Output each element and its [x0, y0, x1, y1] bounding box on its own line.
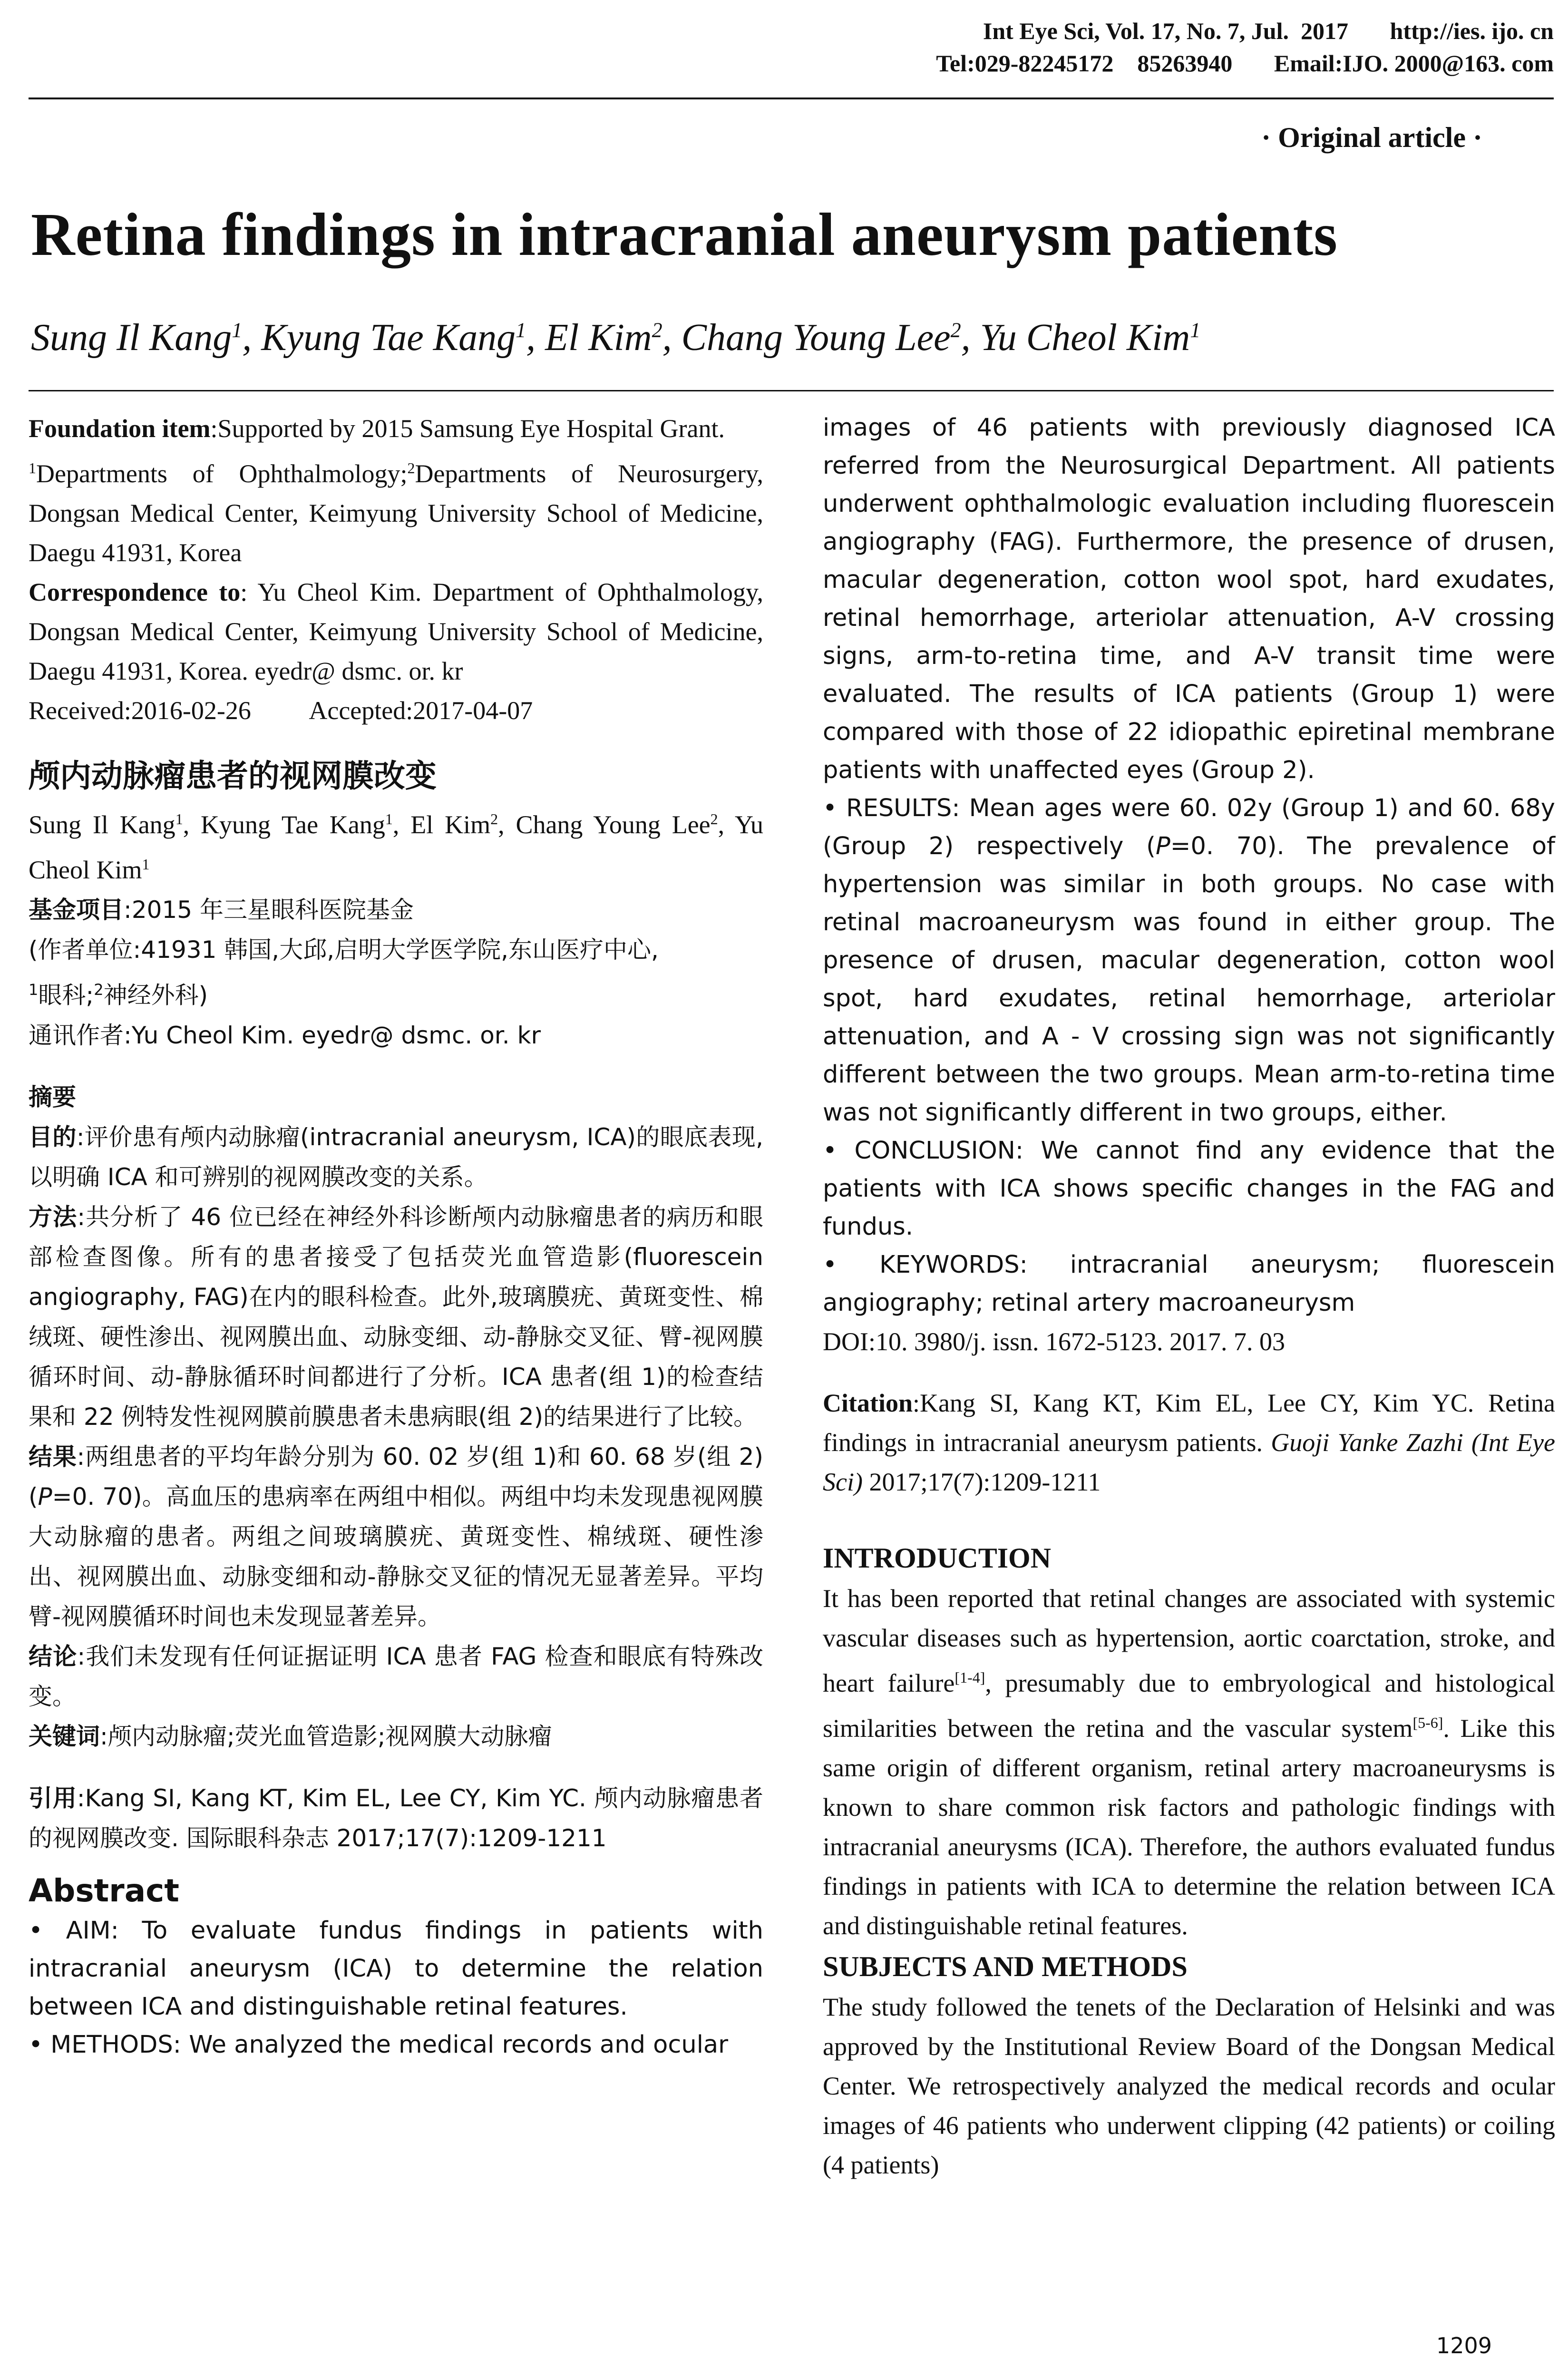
cn-author: , Yu Cheol Kim	[29, 810, 763, 884]
author-name: El Kim	[545, 317, 652, 359]
affiliation-mark: 2	[94, 981, 104, 999]
methods-body: The study followed the tenets of the Declaration of Helsinki and was approved by the Institutional Review Board of the Dongsan Medical Center. We retrospectively analyzed the medical records and ocular images of 46 patients who underwent clipping (42 patients) or coiling (4 patients)	[823, 1993, 1555, 2179]
cn-conclusion-text: :我们未发现有任何证据证明 ICA 患者 FAG 检查和眼底有特殊改变。	[29, 1642, 764, 1710]
author-list: Sung Il Kang$^1$, Kyung Tae Kang$^1$, El Kim$^2$, Chang Young Lee$^2$, Yu Cheol Kim$^1$	[31, 317, 1201, 359]
reference-mark: [1-4]	[954, 1669, 985, 1686]
author-name: Yu Cheol Kim	[980, 317, 1190, 359]
author-name: Sung Il Kang	[31, 317, 232, 359]
cn-citation-label: 引用	[29, 1784, 77, 1812]
affiliation-mark: 2	[407, 459, 415, 477]
affiliation-mark: 1	[142, 856, 150, 873]
foundation-label: Foundation item	[29, 414, 211, 443]
affiliation-mark: 2	[490, 810, 498, 828]
affiliation-mark: 1	[175, 810, 183, 828]
cn-results	[29, 1437, 763, 1637]
intro-text: . Like this same origin of different organism, retinal artery macroaneurysms is known to share common risk factors and pathologic findings with intracranial aneurysms (ICA). Therefore, the authors evaluated fundus findings in patients with ICA to determine the relation between ICA and distinguishable retinal features.	[823, 1714, 1555, 1940]
header-divider	[29, 97, 1554, 99]
affiliation-mark: 1	[29, 459, 36, 477]
author-affiliation-mark: 2	[652, 318, 662, 342]
left-column	[29, 409, 763, 2064]
cn-author: , Kyung Tae Kang	[183, 810, 385, 839]
cn-methods	[29, 1197, 763, 1437]
cn-unit	[29, 930, 763, 1015]
cn-citation	[29, 1778, 763, 1858]
citation-journal: Guoji Yanke Zazhi (Int Eye Sci)	[823, 1428, 1556, 1496]
results-text: =0. 70). The prevalence of hypertension was similar in both groups. No case with retinal macroaneurysm was found in either group. The presence of drusen, macular degeneration, cotton wool spot, hard exudates, retinal hemorrhage, arteriolar attenuation, and A - V crossing sign was not significantly different between the two groups. Mean arm-to-retina time was not significantly different in two groups, either.	[823, 832, 1555, 1127]
cn-unit-text: 神经外科)	[103, 981, 208, 1009]
doi: DOI:10. 3980/j. issn. 1672-5123. 2017. 7. 03	[823, 1327, 1285, 1356]
cn-fund-text: :2015 年三星眼科医院基金	[124, 896, 414, 924]
citation-text: :Kang SI, Kang KT, Kim EL, Lee CY, Kim YC. Retina findings in intracranial aneurysm patients.	[823, 1389, 1555, 1457]
cn-author: Sung Il Kang	[29, 810, 175, 839]
cn-keywords	[29, 1716, 763, 1756]
right-column	[823, 409, 1555, 2185]
article-type-label: · Original article ·	[1261, 122, 1482, 153]
affiliation-mark: 2	[710, 810, 718, 828]
title-divider	[29, 390, 1554, 391]
affiliations	[29, 448, 763, 573]
author-affiliation-mark: 1	[516, 318, 526, 342]
intro-text: , presumably due to embryological and histological similarities between the retina and the vascular system	[823, 1669, 1556, 1743]
p-value-symbol: P	[1155, 832, 1170, 860]
citation-label: Citation	[823, 1389, 913, 1417]
cn-unit-text: 眼科;	[38, 981, 94, 1009]
affiliation-2: Departments of Neurosurgery, Dongsan Medical Center, Keimyung University School of Medicine, Daegu 41931, Korea	[29, 459, 763, 567]
correspondence-label: Correspondence to	[29, 578, 241, 606]
cn-conclusion-label: 结论	[29, 1642, 78, 1670]
abstract-results	[823, 789, 1555, 1132]
introduction-body	[823, 1579, 1555, 1946]
cn-citation-text: :Kang SI, Kang KT, Kim EL, Lee CY, Kim YC. 颅内动脉瘤患者的视网膜改变. 国际眼科杂志 2017;17(7):1209-1211	[29, 1784, 763, 1852]
citation	[823, 1383, 1555, 1502]
cn-unit-text: (作者单位:41931 韩国,大邱,启明大学医学院,东山医疗中心,	[29, 936, 659, 964]
accepted-date: Accepted:2017-04-07	[309, 696, 533, 725]
foundation-text: :Supported by 2015 Samsung Eye Hospital Grant.	[210, 414, 725, 443]
cn-keywords-label: 关键词	[29, 1722, 100, 1750]
received-date: Received:2016-02-26	[29, 696, 251, 725]
cn-results-text: :两组患者的平均年龄分别为 60. 02 岁(组 1)和 60. 68 岁(组 2)(	[29, 1442, 763, 1510]
affiliation-mark: 1	[385, 810, 393, 828]
cn-author: , El Kim	[392, 810, 491, 839]
reference-mark: [5-6]	[1412, 1714, 1443, 1731]
cn-methods-text: :共分析了 46 位已经在神经外科诊断颅内动脉瘤患者的病历和眼部检查图像。所有的患者接受了包括荧光血管造影(fluorescein angiography, FAG)在内的眼科检查。此外,玻璃膜疣、黄斑变性、棉绒斑、硬性渗出、视网膜出血、动脉变细、动-静脉交叉征、臂-视网膜循环时间、动-静脉循环时间都进行了分析。ICA 患者(组 1)的检查结果和 22 例特发性视网膜前膜患者未患病眼(组 2)的结果进行了比较。	[29, 1203, 763, 1431]
cn-results-text: =0. 70)。高血压的患病率在两组中相似。两组中均未发现患视网膜大动脉瘤的患者。两组之间玻璃膜疣、黄斑变性、棉绒斑、硬性渗出、视网膜出血、动脉变细和动-静脉交叉征的情况无显著差异。平均臂-视网膜循环时间也未发现显著差异。	[29, 1482, 763, 1630]
correspondence	[29, 573, 763, 691]
abstract-conclusion: • CONCLUSION: We cannot find any evidence that the patients with ICA shows specific changes in the FAG and fundus.	[823, 1137, 1555, 1241]
abstract-methods-start: • METHODS: We analyzed the medical records and ocular	[29, 2030, 729, 2059]
author-affiliation-mark: 2	[950, 318, 961, 342]
p-value-symbol: P	[38, 1482, 52, 1510]
cn-methods-label: 方法	[29, 1203, 78, 1231]
results-text: • RESULTS: Mean ages were 60. 02y (Group 1) and 60. 68y (Group 2) respectively (	[823, 794, 1555, 860]
methods-heading: SUBJECTS AND METHODS	[823, 1951, 1188, 1982]
article-title: Retina findings in intracranial aneurysm patients	[31, 201, 1338, 268]
abstract-aim: • AIM: To evaluate fundus findings in patients with intracranial aneurysm (ICA) to determine the relation between ICA and distinguishable retinal features.	[29, 1916, 763, 2021]
journal-header-line2: Tel:029-82245172 85263940 Email:IJO. 2000@163. com	[936, 50, 1554, 77]
abstract-heading: Abstract	[29, 1872, 179, 1909]
citation-text: 2017;17(7):1209-1211	[862, 1468, 1101, 1496]
chinese-title: 颅内动脉瘤患者的视网膜改变	[29, 758, 437, 794]
cn-aim-label: 目的	[29, 1123, 77, 1151]
author-affiliation-mark: 1	[1190, 318, 1201, 342]
author-name: Chang Young Lee	[681, 317, 951, 359]
abstract-keywords: • KEYWORDS: intracranial aneurysm; fluorescein angiography; retinal artery macroaneurysm	[823, 1251, 1555, 1317]
correspondence-text: : Yu Cheol Kim. Department of Ophthalmology, Dongsan Medical Center, Keimyung University School of Medicine, Daegu 41931, Korea. eyedr@ dsmc. or. kr	[29, 578, 763, 685]
page-number: 1209	[1436, 2333, 1492, 2358]
cn-conclusion	[29, 1637, 763, 1716]
affiliation-1: Departments of Ophthalmology;	[36, 459, 408, 488]
abstract-methods-continued: images of 46 patients with previously diagnosed ICA referred from the Neurosurgical Department. All patients underwent ophthalmologic evaluation including fluorescein angiography (FAG). Furthermore, the presence of drusen, macular degeneration, cotton wool spot, hard exudates, retinal hemorrhage, arteriolar attenuation, A-V crossing signs, arm-to-retina time, and A-V transit time were evaluated. The results of ICA patients (Group 1) were compared with those of 22 idiopathic epiretinal membrane patients with unaffected eyes (Group 2).	[823, 414, 1555, 784]
cn-aim-text: :评价患有颅内动脉瘤(intracranial aneurysm, ICA)的眼底表现,以明确 ICA 和可辨别的视网膜改变的关系。	[29, 1123, 763, 1191]
cn-abstract-heading: 摘要	[29, 1083, 76, 1111]
author-name: Kyung Tae Kang	[261, 317, 516, 359]
dates	[29, 691, 763, 731]
introduction-heading: INTRODUCTION	[823, 1542, 1052, 1574]
cn-results-label: 结果	[29, 1442, 77, 1471]
cn-keywords-text: :颅内动脉瘤;荧光血管造影;视网膜大动脉瘤	[100, 1722, 552, 1750]
cn-fund	[29, 890, 763, 930]
foundation-item	[29, 409, 763, 448]
cn-fund-label: 基金项目	[29, 896, 124, 924]
cn-author: , Chang Young Lee	[498, 810, 711, 839]
affiliation-mark: 1	[29, 981, 39, 999]
chinese-authors	[29, 799, 763, 890]
intro-text: It has been reported that retinal changes are associated with systemic vascular diseases such as hypertension, aortic coarctation, stroke, and heart failure	[823, 1584, 1555, 1697]
author-affiliation-mark: 1	[232, 318, 243, 342]
journal-header-line1: Int Eye Sci, Vol. 17, No. 7, Jul. 2017 http://ies. ijo. cn	[983, 18, 1554, 44]
cn-aim	[29, 1117, 763, 1197]
cn-correspondence: 通讯作者:Yu Cheol Kim. eyedr@ dsmc. or. kr	[29, 1021, 541, 1049]
